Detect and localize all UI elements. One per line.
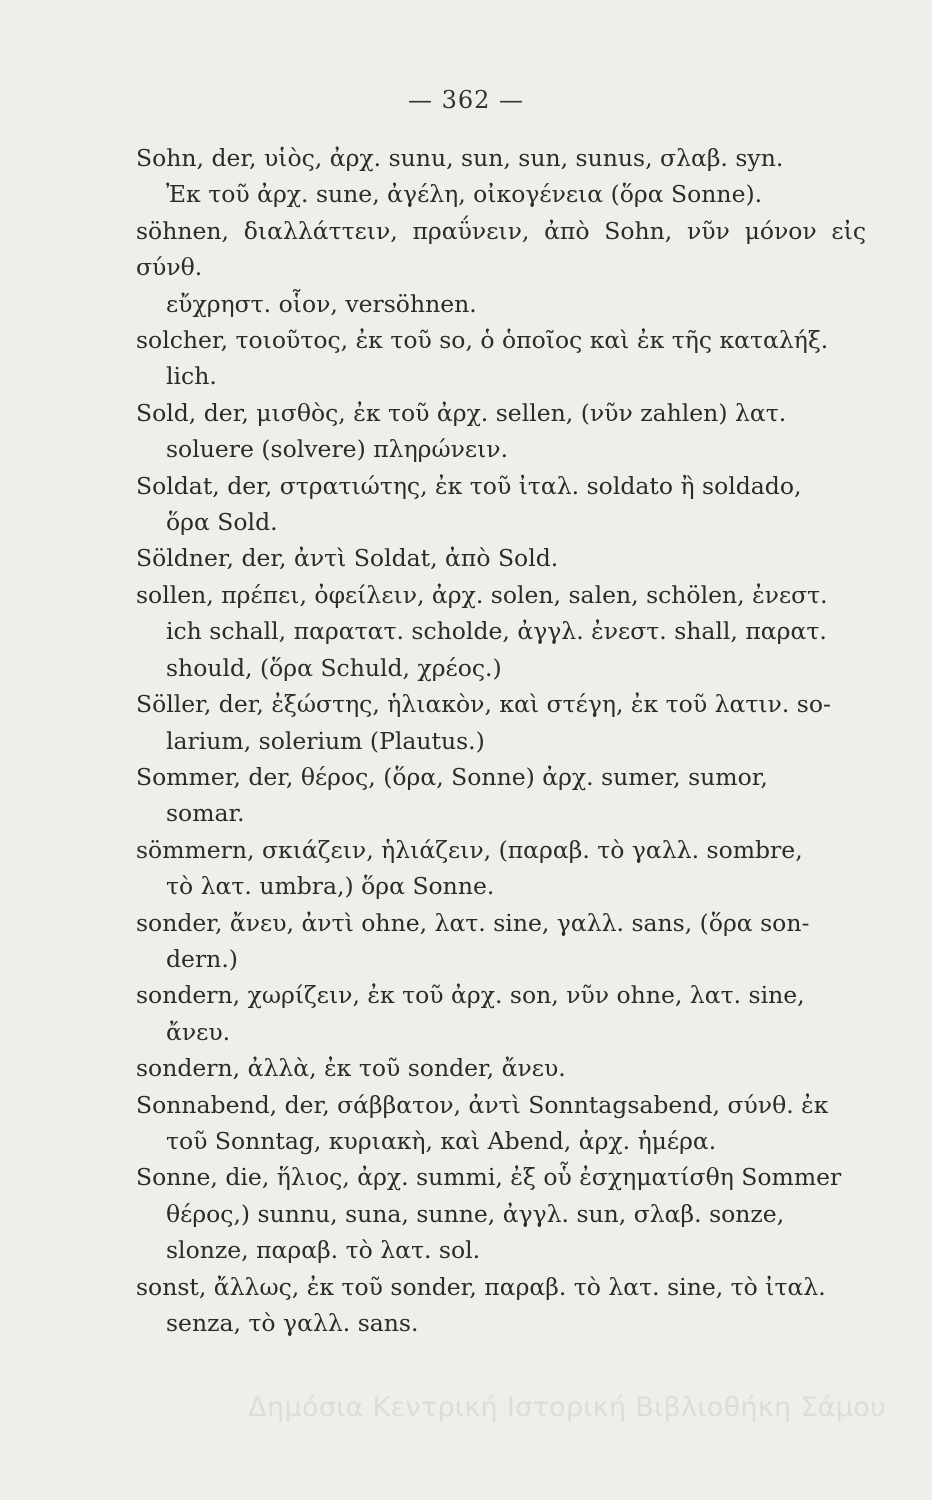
dictionary-entry — [136, 832, 866, 905]
entry-headline: Sommer, der, θέρος, (ὅρα, Sonne) ἀρχ. sumer, sumor, — [136, 762, 768, 791]
entry-continuation: lich. — [166, 362, 217, 391]
entry-headline: Sonnabend, der, σάββατον, ἀντὶ Sonntagsabend, σύνθ. ἐκ — [136, 1090, 829, 1119]
library-watermark: Δημόσια Κεντρική Ιστορική Βιβλιοθήκη Σάμου — [248, 1392, 886, 1423]
dictionary-entry — [136, 468, 866, 541]
dictionary-entry — [136, 905, 866, 978]
entry-continuation: somar. — [166, 799, 245, 828]
dictionary-entry — [136, 1087, 866, 1160]
entry-continuation: larium, solerium (Plautus.) — [166, 726, 485, 755]
dictionary-entry — [136, 540, 866, 576]
entry-continuation: soluere (solvere) πληρώνειν. — [166, 435, 509, 464]
dictionary-entry — [136, 759, 866, 832]
dictionary-entry — [136, 977, 866, 1050]
entry-headline: sollen, πρέπει, ὀφείλειν, ἀρχ. solen, salen, schölen, ἐνεστ. — [136, 580, 828, 609]
entry-headline: sömmern, σκιάζειν, ἡλιάζειν, (παραβ. τὸ γαλλ. sombre, — [136, 835, 803, 864]
entry-continuation: should, (ὅρα Schuld, χρέος.) — [166, 653, 502, 682]
entry-continuation: ἄνευ. — [166, 1017, 231, 1046]
entry-headline: Soldat, der, στρατιώτης, ἐκ τοῦ ἰταλ. soldato ἢ soldado, — [136, 471, 802, 500]
dictionary-entry — [136, 686, 866, 759]
entry-continuation: θέρος,) sunnu, suna, sunne, ἀγγλ. sun, σλαβ. sonze, — [166, 1199, 785, 1228]
entry-continuation: ich schall, παρατατ. scholde, ἀγγλ. ἐνεστ. shall, παρατ. — [166, 617, 827, 646]
entry-headline: solcher, τοιοῦτος, ἐκ τοῦ so, ὁ ὁποῖος καὶ ἐκ τῆς καταλήξ. — [136, 326, 829, 355]
entry-headline: Sold, der, μισθὸς, ἐκ τοῦ ἀρχ. sellen, (νῦν zahlen) λατ. — [136, 398, 787, 427]
entry-headline: sonst, ἄλλως, ἐκ τοῦ sonder, παραβ. τὸ λατ. sine, τὸ ἰταλ. — [136, 1272, 826, 1301]
entry-continuation: slonze, παραβ. τὸ λατ. sol. — [166, 1236, 481, 1265]
dictionary-entry — [136, 213, 866, 322]
dictionary-entry — [136, 1159, 866, 1268]
entry-continuation: dern.) — [166, 944, 238, 973]
dictionary-entry — [136, 395, 866, 468]
dictionary-entry — [136, 140, 866, 213]
entry-headline: Sohn, der, υἱὸς, ἀρχ. sunu, sun, sun, sunus, σλαβ. syn. — [136, 144, 784, 172]
entry-headline: sondern, χωρίζειν, ἐκ τοῦ ἀρχ. son, νῦν ohne, λατ. sine, — [136, 981, 805, 1010]
dictionary-entry — [136, 1269, 866, 1342]
dictionary-entry — [136, 1050, 866, 1086]
entry-headline: sondern, ἀλλὰ, ἐκ τοῦ sonder, ἄνευ. — [136, 1054, 566, 1083]
dictionary-entry — [136, 322, 866, 395]
dictionary-entries — [136, 140, 866, 1341]
page-number: — 362 — — [407, 86, 525, 114]
entry-headline: Söller, der, ἐξώστης, ἡλιακὸν, καὶ στέγη, ἐκ τοῦ λατιν. so- — [136, 690, 831, 719]
entry-continuation: ὅρα Sold. — [166, 508, 278, 537]
entry-continuation: Ἐκ τοῦ ἀρχ. sune, ἀγέλη, οἰκογένεια (ὅρα Sonne). — [166, 180, 763, 209]
entry-headline: Sonne, die, ἥλιος, ἀρχ. summi, ἐξ οὗ ἐσχηματίσθη Sommer — [136, 1163, 842, 1192]
entry-continuation: senza, τὸ γαλλ. sans. — [166, 1309, 419, 1337]
entry-continuation: εὔχρηστ. οἷον, versöhnen. — [166, 289, 477, 318]
entry-continuation: τοῦ Sonntag, κυριακὴ, καὶ Abend, ἀρχ. ἡμέρα. — [166, 1126, 717, 1155]
dictionary-entry — [136, 577, 866, 686]
entry-headline: sonder, ἄνευ, ἀντὶ ohne, λατ. sine, γαλλ. sans, (ὅρα son- — [136, 908, 810, 937]
entry-continuation: τὸ λατ. umbra,) ὅρα Sonne. — [166, 872, 495, 901]
entry-headline: Söldner, der, ἀντὶ Soldat, ἀπὸ Sold. — [136, 544, 559, 573]
entry-headline: söhnen, διαλλάττειν, πραΰνειν, ἀπὸ Sohn, νῦν μόνον εἰς σύνθ. — [136, 216, 866, 282]
